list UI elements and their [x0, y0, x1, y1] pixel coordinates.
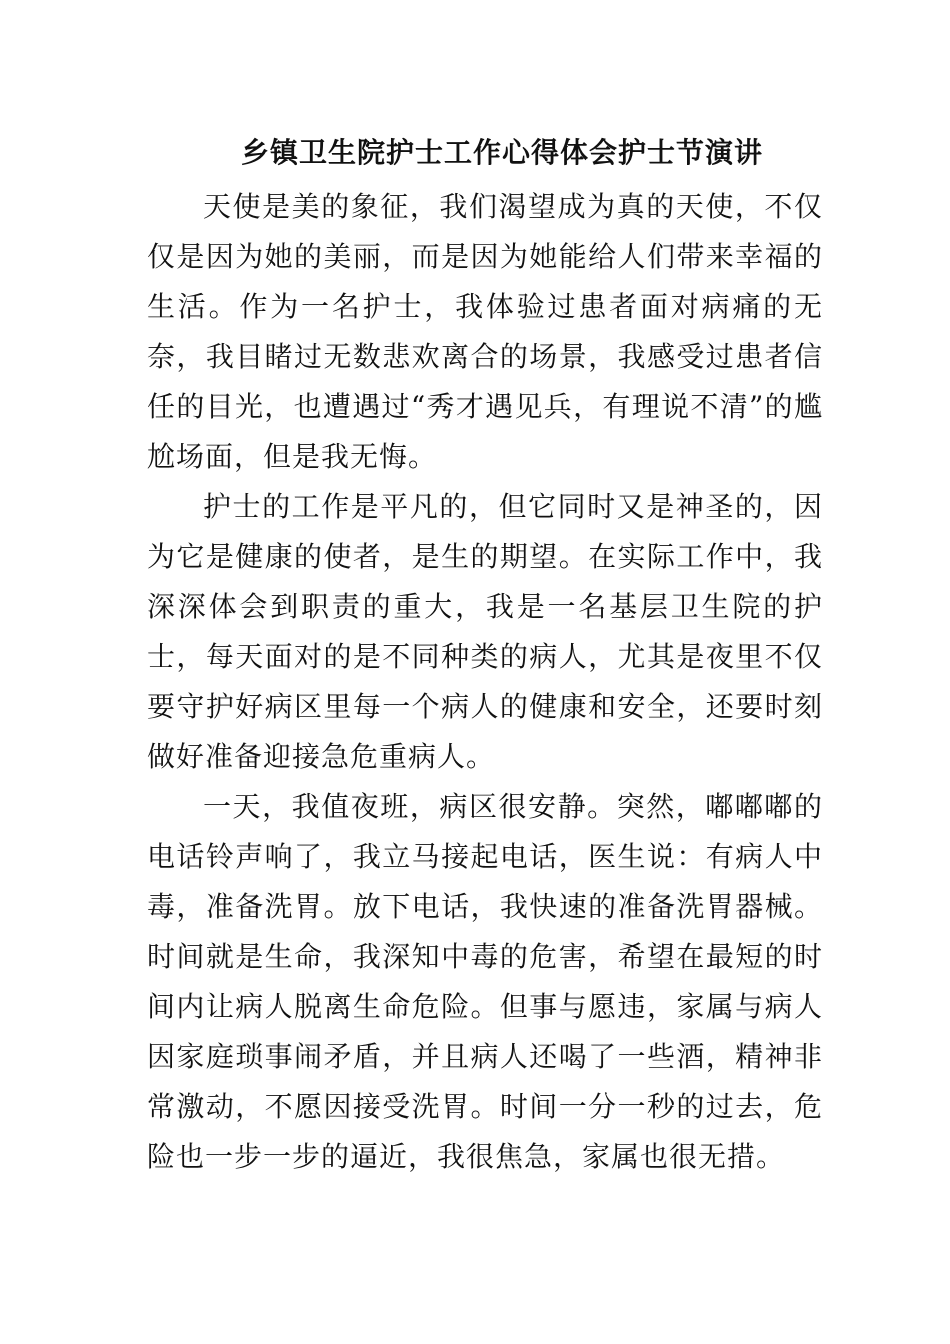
- paragraph-1: 天使是美的象征，我们渴望成为真的天使，不仅仅是因为她的美丽，而是因为她能给人们带来幸福的生活。作为一名护士，我体验过患者面对病痛的无奈，我目睹过无数悲欢离合的场景，我感受过患者信任的目光，也遭遇过“秀才遇见兵，有理说不清”的尴尬场面，但是我无悔。: [147, 190, 823, 473]
- paragraph-3: 一天，我值夜班，病区很安静。突然，嘟嘟嘟的电话铃声响了，我立马接起电话，医生说：有病人中毒，准备洗胃。放下电话，我快速的准备洗胃器械。时间就是生命，我深知中毒的危害，希望在最短的时间内让病人脱离生命危险。但事与愿违，家属与病人因家庭琐事闹矛盾，并且病人还喝了一些酒，精神非常激动，不愿因接受洗胃。时间一分一秒的过去，危险也一步一步的逼近，我很焦急，家属也很无措。: [147, 790, 823, 1173]
- document-title: 乡镇卫生院护士工作心得体会护士节演讲: [240, 136, 763, 169]
- document-body: [147, 182, 823, 1182]
- paragraph-2: 护士的工作是平凡的，但它同时又是神圣的，因为它是健康的使者，是生的期望。在实际工作中，我深深体会到职责的重大，我是一名基层卫生院的护士，每天面对的是不同种类的病人，尤其是夜里不仅要守护好病区里每一个病人的健康和安全，还要时刻做好准备迎接急危重病人。: [147, 490, 823, 773]
